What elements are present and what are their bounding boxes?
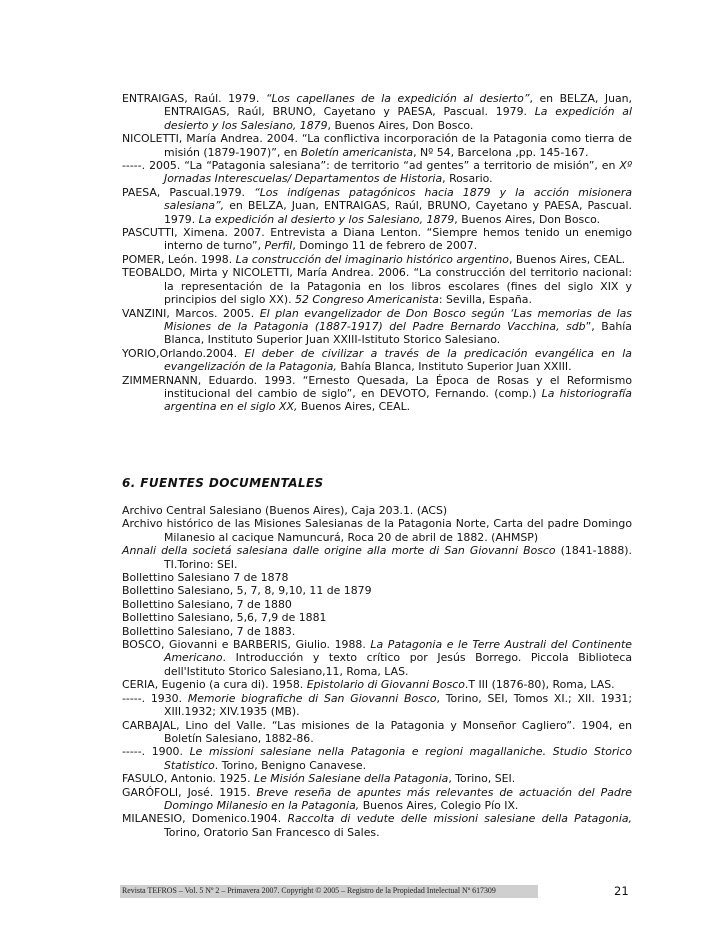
reference-entry (122, 347, 632, 374)
text: Bollettino Salesiano, 5, 7, 8, 9,10, 11 de 1879 (122, 584, 372, 598)
italic-text: La Patagonia e le Terre Australi del Continente Americano (164, 638, 632, 665)
italic-text: Boletín americanista (300, 145, 414, 159)
italic-text: Le missioni salesiane nella Patagonia e regioni magallaniche. Studio Storico Statistico (164, 745, 633, 772)
text: TEOBALDO, Mirta y NICOLETTI, María Andrea. 2006. “La construcción del territorio nacional: la representación de la Patagonia en los libros escolares (fines del siglo XIX y principios del siglo XX). (122, 266, 632, 307)
text: ENTRAIGAS, Raúl. 1979. (122, 92, 266, 105)
text: FASULO, Antonio. 1925. (122, 772, 255, 786)
text: , Rosario. (442, 172, 493, 186)
source-entry (122, 571, 632, 584)
text: -----. 1900. (122, 745, 190, 759)
section-heading: 6. FUENTES DOCUMENTALES (122, 476, 324, 490)
text: Buenos Aires, CEAL. (297, 400, 411, 414)
text: : Sevilla, España. (438, 293, 532, 307)
italic-text: “Los capellanes de la expedición al desierto” (265, 92, 530, 105)
reference-entry (122, 307, 632, 347)
text: , en BELZA, Juan, ENTRAIGAS, Raúl, BRUNO, Cayetano y PAESA, Pascual. 1979. (164, 92, 633, 119)
source-entry (122, 544, 632, 571)
text: BOSCO, Giovanni e BARBERIS, Giulio. 1988. (122, 638, 371, 652)
page-number: 21 (614, 884, 629, 898)
reference-entry (122, 266, 632, 306)
text: , Nº 54, Barcelona ,pp. 145-167. (413, 145, 589, 159)
text: , Torino, SEI, Tomos XI.; XII. 1931; XIII.1932; XIV.1935 (MB). (164, 691, 633, 719)
source-entry (122, 598, 632, 611)
italic-text: Perfil (264, 239, 293, 253)
text: Bollettino Salesiano, 7 de 1880 (122, 597, 292, 611)
italic-text: La expedición al desierto y los Salesiano, 1879 (164, 105, 632, 132)
reference-entry (122, 253, 632, 266)
italic-text: Annali della societá salesiana dalle origine alla morte di San Giovanni Bosco (122, 544, 556, 558)
text: YORIO,Orlando.2004. (122, 346, 245, 360)
text: Archivo Central Salesiano (Buenos Aires), Caja 203.1. (ACS) (122, 504, 448, 517)
text: GARÓFOLI, José. 1915. (122, 785, 257, 799)
text: ZIMMERNANN, Eduardo. 1993. “Ernesto Quesada, La Época de Rosas y el Reformismo institucional del cambio de siglo”, en DEVOTO, Fernando. (comp.) (122, 373, 632, 400)
reference-entry (122, 159, 632, 186)
italic-text: Raccolta di vedute delle missioni salesiane della Patagonia, (287, 812, 632, 826)
italic-text: La historiografía argentina en el siglo XX, (164, 386, 632, 414)
reference-entry (122, 374, 632, 414)
source-entry (122, 678, 632, 691)
text: , Buenos Aires, Don Bosco. (454, 212, 601, 226)
source-entry (122, 719, 632, 746)
italic-text: Le Misión Salesiane della Patagonia (254, 772, 449, 786)
italic-text: Xº Jornadas Interescuelas/ Departamentos de Historia (164, 159, 632, 186)
reference-entry (122, 226, 632, 253)
text: Archivo histórico de las Misiones Salesianas de la Patagonia Norte, Carta del padre Domingo Milanesio al cacique Namuncurá, Roca 20 de abril de 1882. (AHMSP) (122, 517, 632, 544)
text: CARBAJAL, Lino del Valle. “Las misiones de la Patagonia y Monseñor Cagliero”. 1904, en Boletín Salesiano, 1882-86. (122, 718, 632, 745)
source-entry (122, 625, 632, 638)
source-entry (122, 692, 632, 719)
italic-text: 52 Congreso Americanista (295, 293, 439, 307)
text: NICOLETTI, María Andrea. 2004. “La conflictiva incorporación de la Patagonia como tierra de misión (1879-1907)”, en (122, 132, 632, 159)
italic-text: La construcción del imaginario histórico argentino (235, 252, 509, 266)
source-entry (122, 786, 632, 813)
text: Bollettino Salesiano 7 de 1878 (122, 571, 289, 585)
text: PAESA, Pascual.1979. (122, 185, 255, 199)
text: Bollettino Salesiano, 7 de 1883. (122, 624, 296, 638)
italic-text: “Los indígenas patagónicos hacia 1879 y la acción misionera salesiana”, (164, 185, 632, 213)
text: Bahía Blanca, Instituto Superior Juan XXIII. (336, 360, 572, 374)
italic-text: El deber de civilizar a través de la predicación evangélica en la evangelización de la Patagonia, (164, 346, 632, 374)
sources-list (122, 504, 632, 839)
reference-entry (122, 132, 632, 159)
italic-text: La expedición al desierto y los Salesiano, 1879 (198, 212, 455, 226)
bibliography-list (122, 92, 632, 414)
text: Bollettino Salesiano, 5,6, 7,9 de 1881 (122, 611, 327, 625)
text: CERIA, Eugenio (a cura di). 1958. (122, 678, 307, 692)
source-entry (122, 772, 632, 785)
italic-text: Epistolario di Giovanni Bosco (306, 678, 465, 692)
text: . Introducción y texto crítico por Jesús Borrego. Piccola Biblioteca dell'Istituto Storico Salesiano,11, Roma, LAS. (164, 651, 632, 678)
text: -----. 1930. (122, 691, 188, 705)
text: MILANESIO, Domenico.1904. (122, 812, 288, 826)
text: , Buenos Aires, CEAL. (508, 252, 626, 266)
source-entry (122, 517, 632, 544)
italic-text: El plan evangelizador de Don Bosco según ‘Las memorias de las Misiones de la Patagonia (1887-1917) del Padre Bernardo Vacchina, sdb (164, 306, 632, 333)
text: , Buenos Aires, Don Bosco. (327, 118, 474, 132)
footer-text: Revista TEFROS – Vol. 5 Nº 2 – Primavera 2007. Copyright © 2005 – Registro de la Propiedad Intelectual Nº 617309 (122, 886, 496, 895)
text: -----. 2005. “La “Patagonia salesiana”: de territorio “ad gentes” a territorio de misión”, en (122, 159, 620, 173)
text: VANZINI, Marcos. 2005. (122, 306, 260, 320)
text: .T III (1876-80), Roma, LAS. (464, 678, 615, 692)
reference-entry (122, 92, 632, 132)
text: , Torino, SEI. (448, 772, 516, 786)
source-entry (122, 611, 632, 624)
italic-text: Breve reseña de apuntes más relevantes de actuación del Padre Domingo Milanesio en la Patagonia, (164, 785, 632, 812)
text: PASCUTTI, Ximena. 2007. Entrevista a Diana Lenton. “Siempre hemos tenido un enemigo interno de turno”, (122, 226, 632, 253)
source-entry (122, 745, 632, 772)
source-entry (122, 584, 632, 597)
source-entry (122, 504, 632, 517)
text: , Domingo 11 de febrero de 2007. (292, 239, 478, 253)
text: POMER, León. 1998. (122, 252, 236, 266)
text: en BELZA, Juan, ENTRAIGAS, Raúl, BRUNO, Cayetano y PAESA, Pascual. 1979. (164, 199, 632, 226)
text: Buenos Aires, Colegio Pío IX. (359, 798, 519, 812)
text: (1841-1888). TI.Torino: SEI. (164, 544, 632, 571)
italic-text: Memorie biografiche di San Giovanni Bosco (187, 691, 437, 705)
source-entry (122, 812, 632, 839)
text: Torino, Oratorio San Francesco di Sales. (164, 825, 380, 839)
source-entry (122, 638, 632, 678)
text: ”, Bahía Blanca, Instituto Superior Juan XXIII-Istituto Storico Salesiano. (164, 319, 632, 347)
reference-entry (122, 186, 632, 226)
text: . Torino, Benigno Canavese. (214, 758, 367, 772)
